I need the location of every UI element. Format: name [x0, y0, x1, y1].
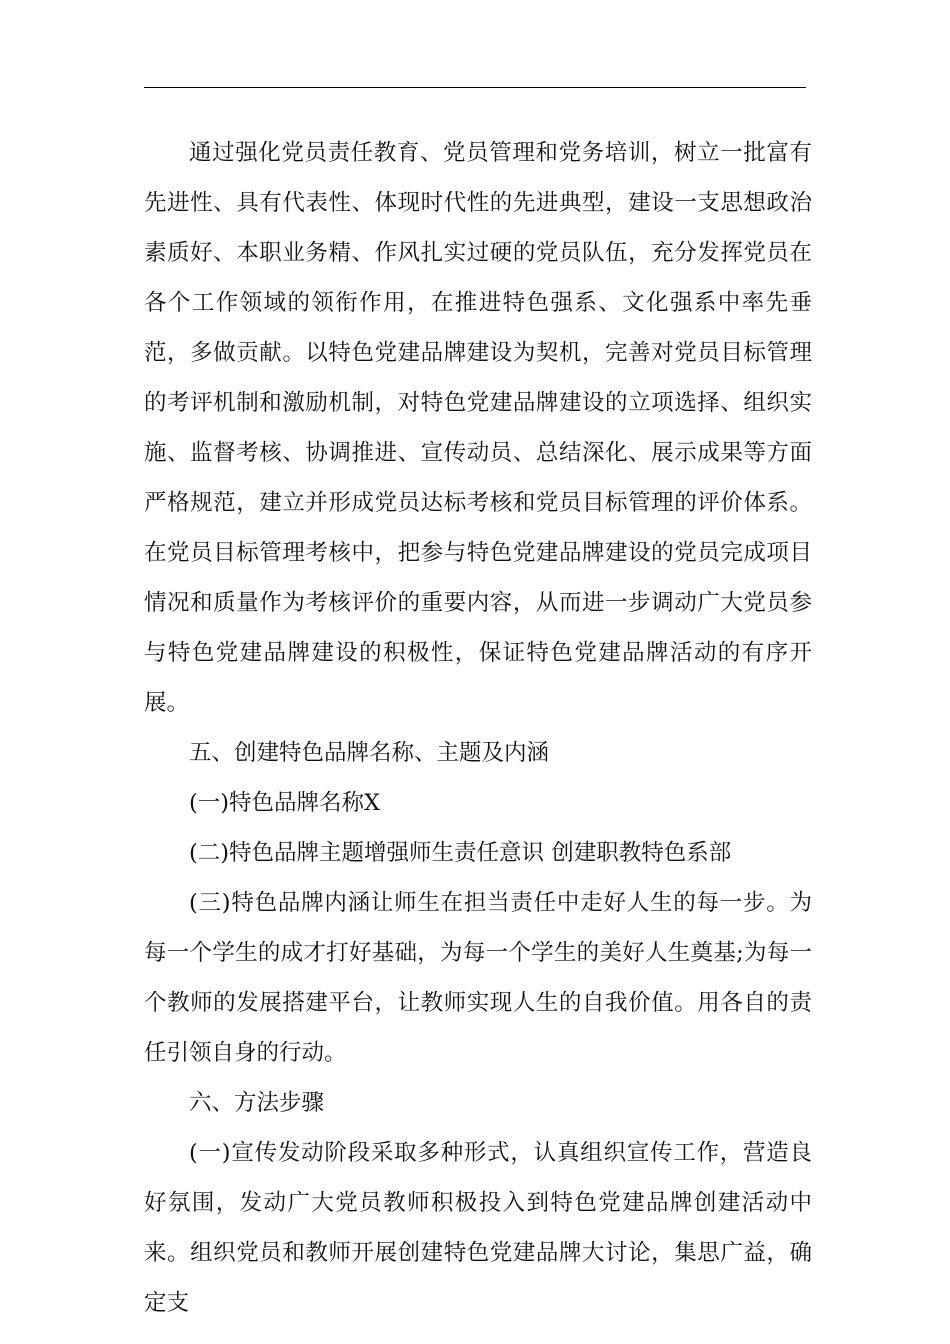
header-rule — [144, 87, 806, 88]
brand-name-item: (一)特色品牌名称X — [189, 790, 381, 816]
section-heading-methods: 六、方法步骤 — [189, 1090, 325, 1116]
document-body — [144, 128, 812, 1328]
paragraph-party-member-management: 通过强化党员责任教育、党员管理和党务培训，树立一批富有先进性、具有代表性、体现时代性的先进典型，建设一支思想政治素质好、本职业务精、作风扎实过硬的党员队伍，充分发挥党员在各个工作领域的领衔作用，在推进特色强系、文化强系中率先垂范，多做贡献。以特色党建品牌建设为契机，完善对党员目标管理的考评机制和激励机制，对特色党建品牌建设的立项选择、组织实施、监督考核、协调推进、宣传动员、总结深化、展示成果等方面严格规范，建立并形成党员达标考核和党员目标管理的评价体系。在党员目标管理考核中，把参与特色党建品牌建设的党员完成项目情况和质量作为考核评价的重要内容，从而进一步调动广大党员参与特色党建品牌建设的积极性，保证特色党建品牌活动的有序开展。 — [144, 140, 812, 716]
publicity-stage-item: (一)宣传发动阶段采取多种形式，认真组织宣传工作，营造良好氛围，发动广大党员教师积极投入到特色党建品牌创建活动中来。组织党员和教师开展创建特色党建品牌大讨论，集思广益，确定支 — [144, 1140, 812, 1316]
section-heading-brand: 五、创建特色品牌名称、主题及内涵 — [189, 740, 550, 766]
brand-theme-item: (二)特色品牌主题增强师生责任意识 创建职教特色系部 — [189, 840, 732, 866]
brand-connotation-item: (三)特色品牌内涵让师生在担当责任中走好人生的每一步。为每一个学生的成才打好基础，为每一个学生的美好人生奠基;为每一个教师的发展搭建平台，让教师实现人生的自我价值。用各自的责任引领自身的行动。 — [144, 890, 812, 1066]
